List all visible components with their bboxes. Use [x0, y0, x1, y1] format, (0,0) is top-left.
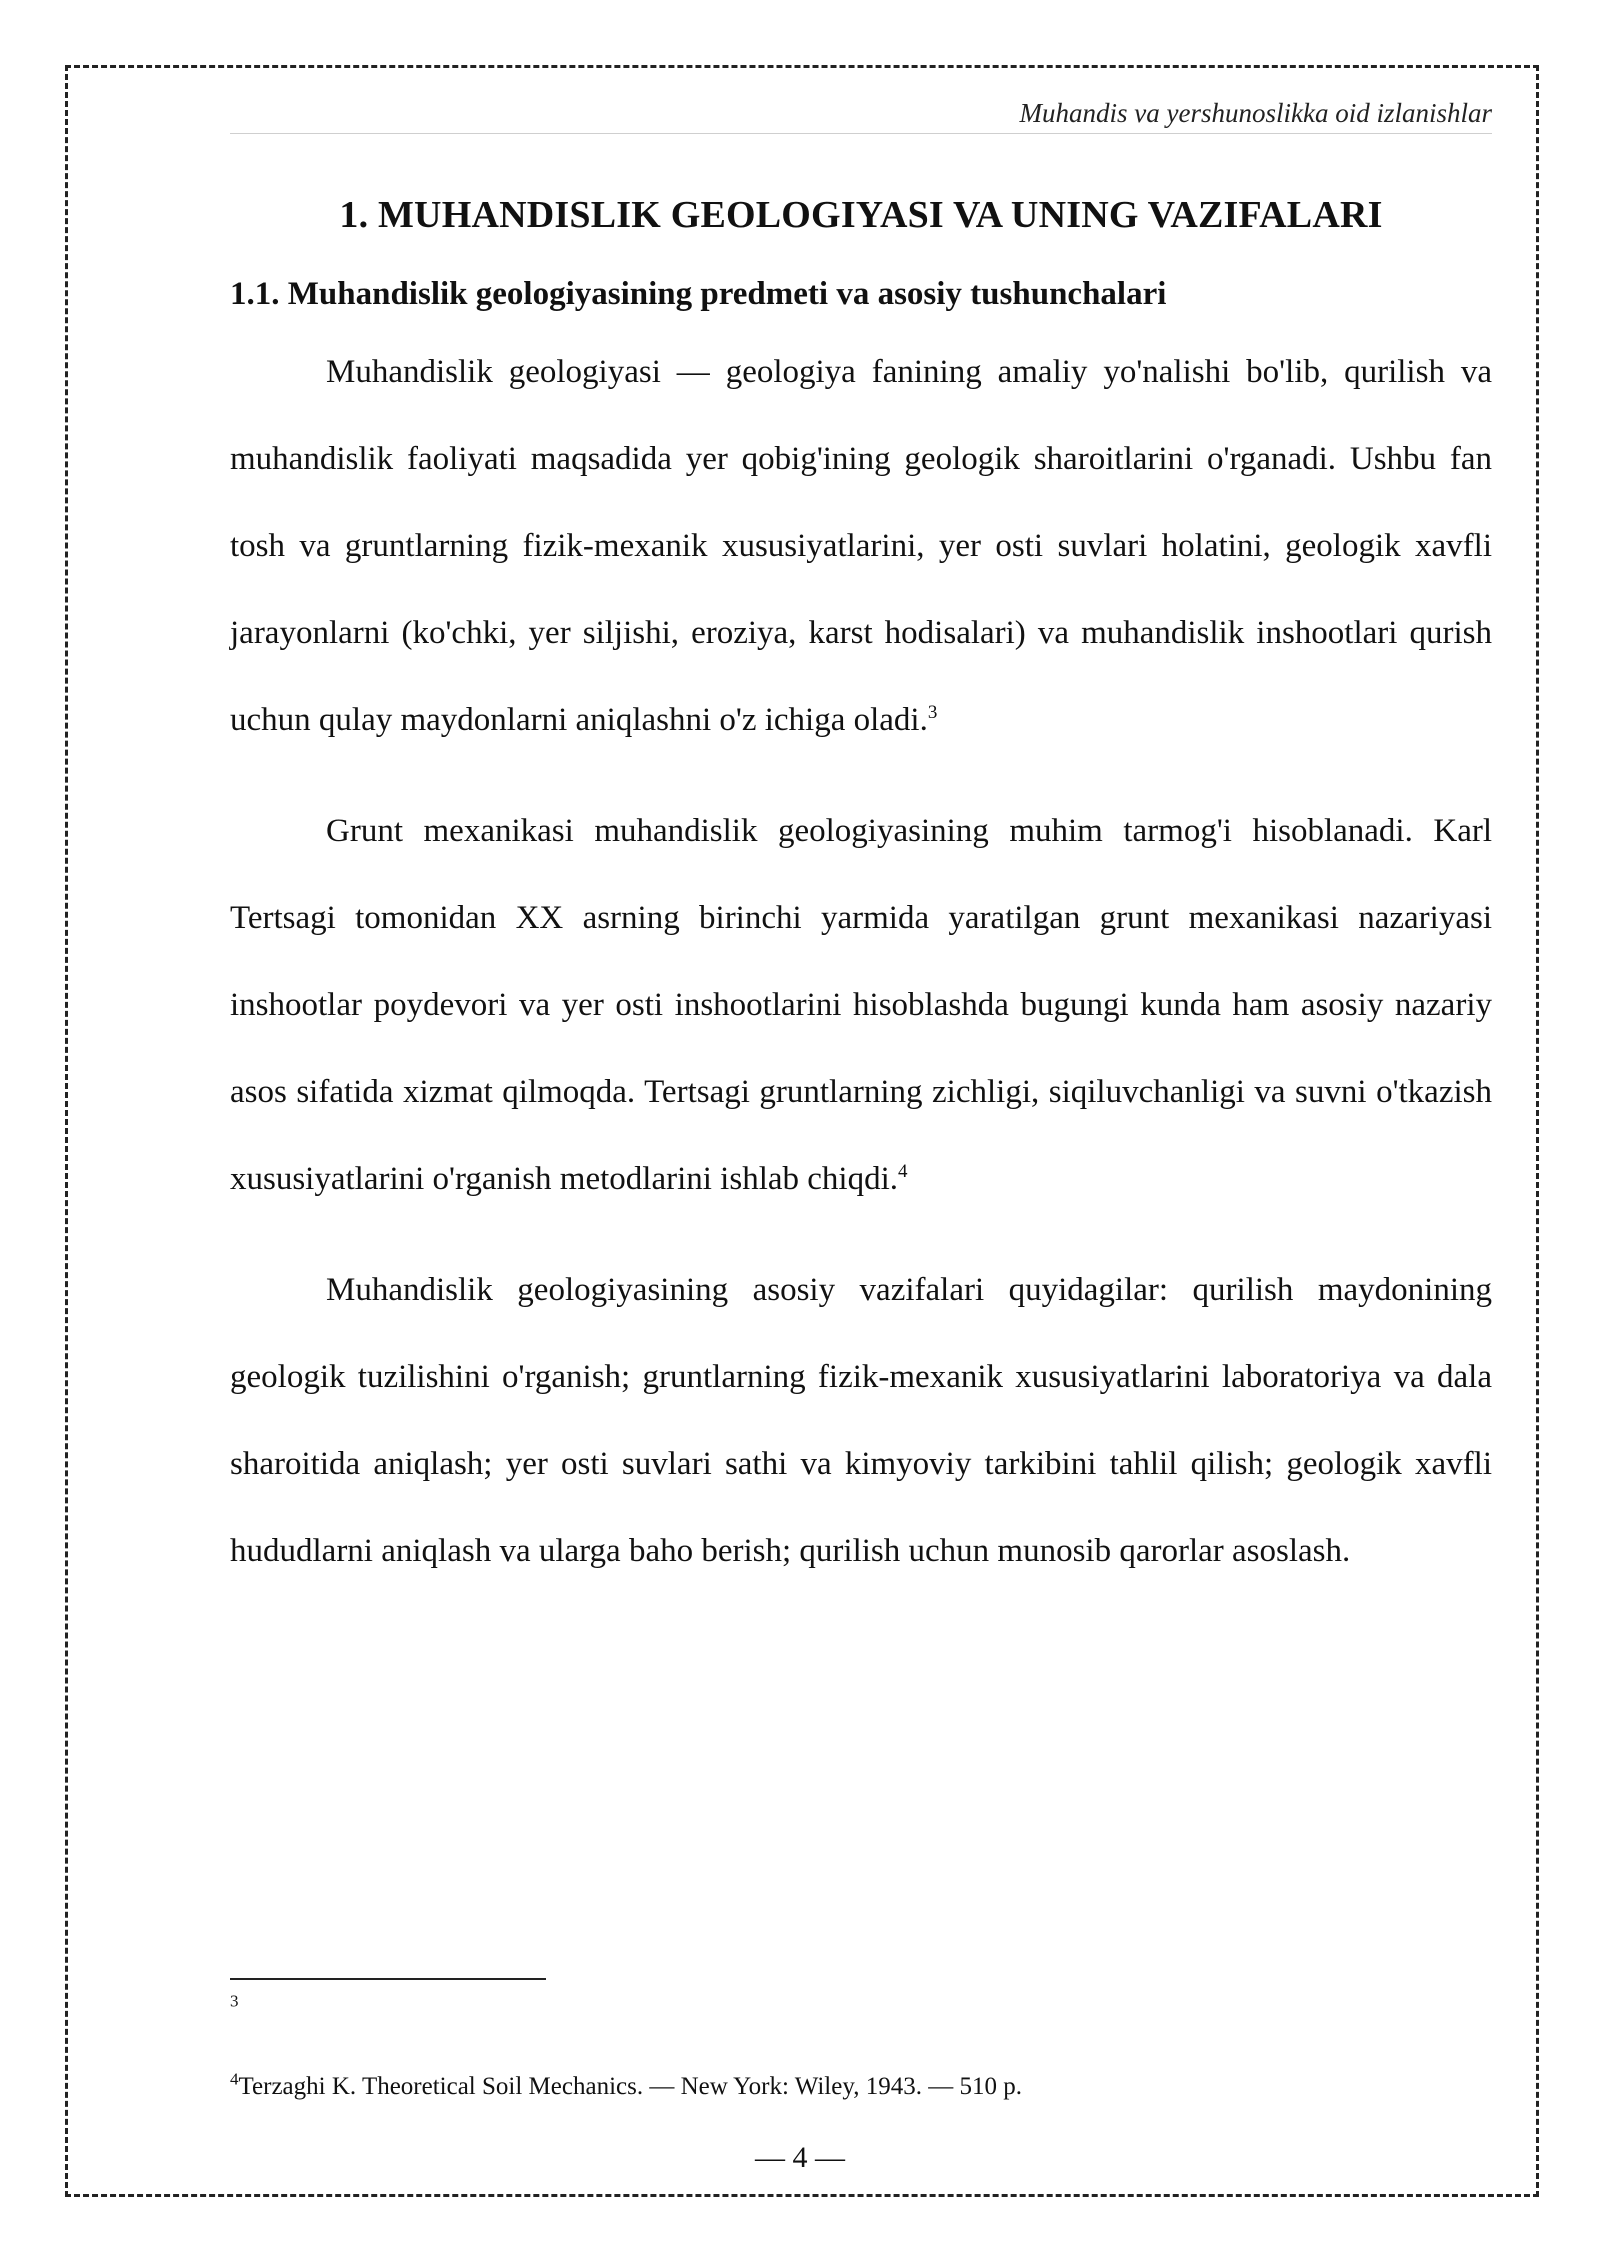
section-title: 1.1. Muhandislik geologiyasining predmeti va asosiy tushunchalari [230, 276, 1167, 312]
footnotes [230, 1978, 1492, 2104]
footnote-separator [230, 1978, 546, 1980]
paragraph-1-text: Muhandislik geologiyasi — geologiya fanining amaliy yo'nalishi bo'lib, qurilish va muhandislik faoliyati maqsadida yer qobig'ining geologik sharoitlarini o'rganadi. Ushbu fan tosh va gruntlarning fizik-mexanik xususiyatlarini, yer osti suvlari holatini, geologik xavfli jarayonlarni (ko'chki, yer siljishi, eroziya, karst hodisalari) va muhandislik inshootlari qurish uchun qulay maydonlarni aniqlashni o'z ichiga oladi. [230, 354, 1492, 738]
paragraph-2-text: Grunt mexanikasi muhandislik geologiyasining muhim tarmog'i hisoblanadi. Karl Tertsagi tomonidan XX asrning birinchi yarmida yaratilgan grunt mexanikasi nazariyasi inshootlar poydevori va yer osti inshootlarini hisoblashda bugungi kunda ham asosiy nazariy asos sifatida xizmat qilmoqda. Tertsagi gruntlarning zichligi, siqiluvchanligi va suvni o'tkazish xususiyatlarini o'rganish metodlarini ishlab chiqdi. [230, 813, 1492, 1197]
paragraph-3 [230, 1247, 1492, 1595]
footnote-ref-4[interactable]: 4 [898, 1161, 908, 1182]
paragraph-1 [230, 329, 1492, 764]
page-number: — 4 — [755, 2141, 845, 2174]
paragraph-2 [230, 788, 1492, 1223]
page-content [230, 185, 1492, 1619]
footnote-4 [230, 2070, 1492, 2104]
footnote-4-text: Terzaghi K. Theoretical Soil Mechanics. — New York: Wiley, 1943. — 510 p. [238, 2073, 1022, 2100]
footnote-4-number: 4 [230, 2069, 239, 2089]
paragraph-3-text: Muhandislik geologiyasining asosiy vazifalari quyidagilar: qurilish maydonining geologik tuzilishini o'rganish; gruntlarning fizik-mexanik xususiyatlarini laboratoriya va dala sharoitida aniqlash; yer osti suvlari sathi va kimyoviy tarkibini tahlil qilish; geologik xavfli hududlarni aniqlash va ularga baho berish; qurilish uchun munosib qarorlar asoslash. [230, 1272, 1492, 1569]
footnote-ref-3[interactable]: 3 [927, 702, 938, 723]
chapter-title: 1. MUHANDISLIK GEOLOGIYASI VA UNING VAZIFALARI [339, 194, 1383, 236]
footnote-3-number: 3 [230, 1991, 239, 2011]
running-header: Muhandis va yershunoslikka oid izlanishlar [230, 95, 1492, 134]
footnote-3 [230, 1992, 1492, 2026]
